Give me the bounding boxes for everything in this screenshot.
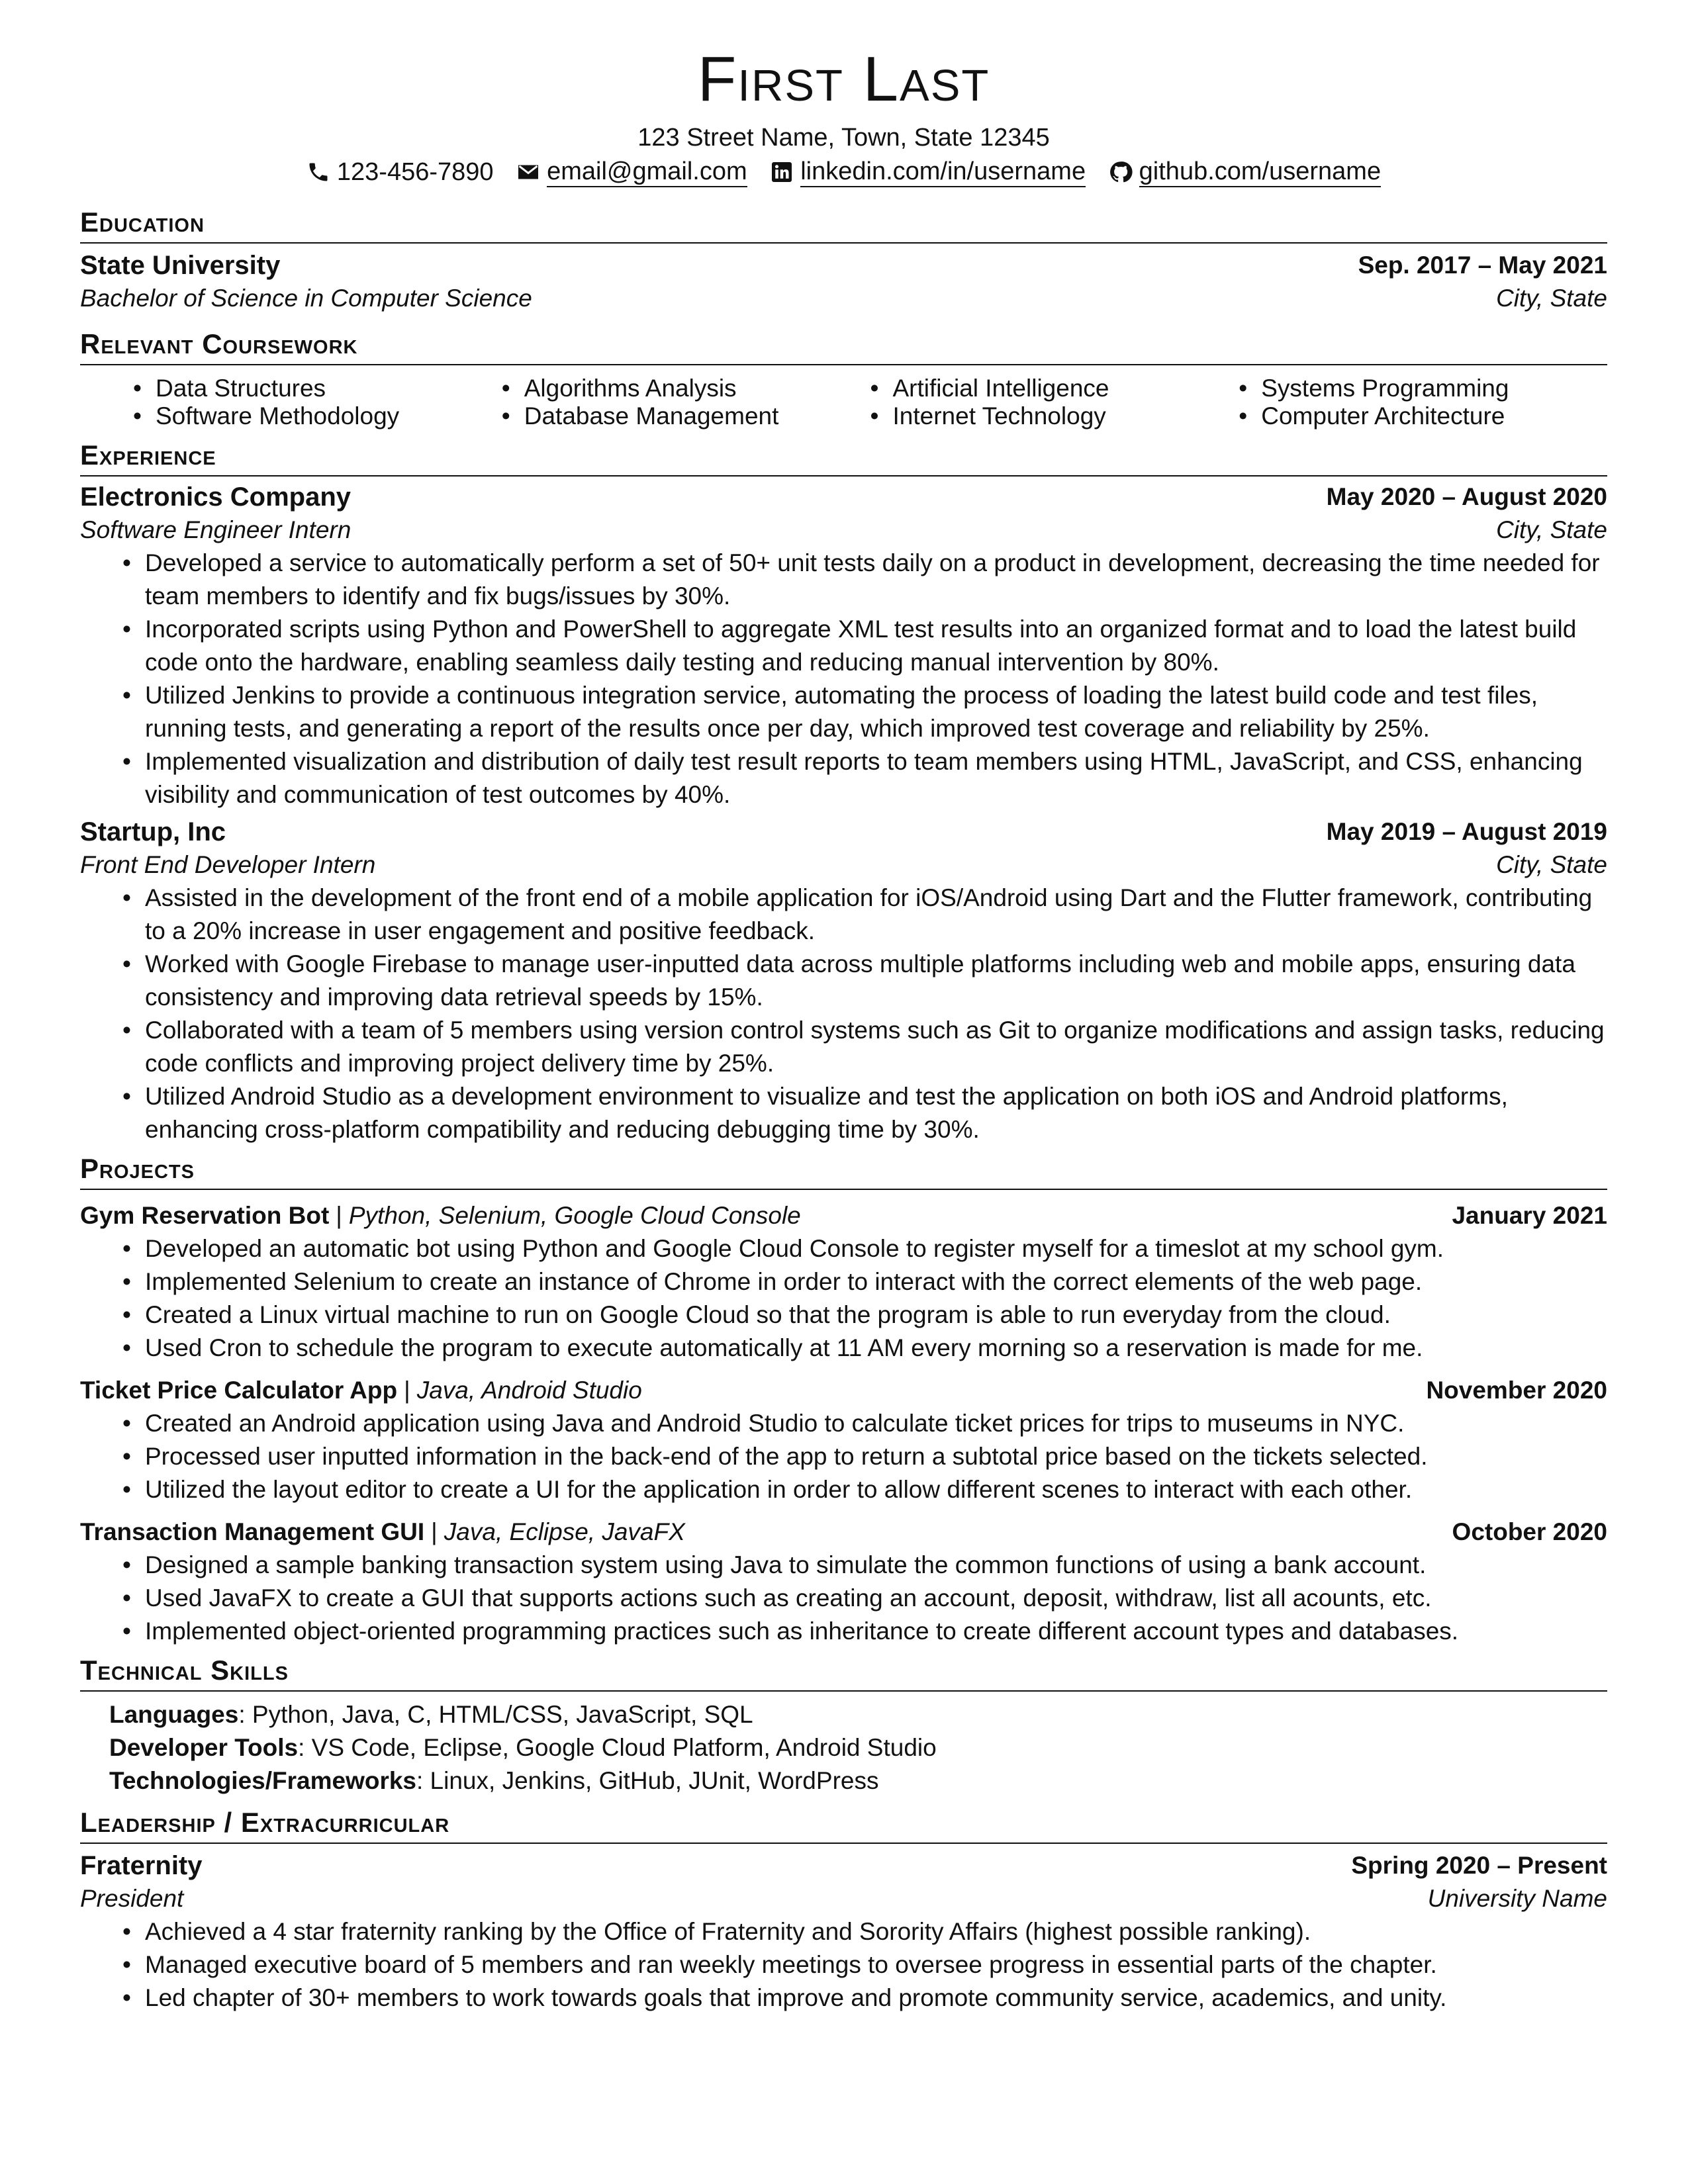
skill-value: : Linux, Jenkins, GitHub, JUnit, WordPress <box>416 1767 879 1794</box>
skill-label: Developer Tools <box>109 1734 299 1761</box>
job-bullet: • Utilized Android Studio as a development environment to visualize and test the application on both iOS and Android platforms, enhancing cross-platform compatibility and reducing debugging time by 30%. <box>145 1080 1607 1146</box>
linkedin-icon <box>770 160 794 184</box>
projects-heading: Projects <box>80 1153 1607 1190</box>
course-item: • Internet Technology <box>870 402 1239 430</box>
skills-section <box>80 1655 1607 1797</box>
degree: Bachelor of Science in Computer Science <box>80 285 532 312</box>
project-bullet: • Implemented Selenium to create an instance of Chrome in order to interact with the correct elements of the web page. <box>145 1265 1607 1298</box>
project-name: Transaction Management GUI <box>80 1518 425 1545</box>
github-link[interactable]: github.com/username <box>1139 157 1381 187</box>
coursework-heading: Relevant Coursework <box>80 328 1607 365</box>
job-role: Front End Developer Intern <box>80 851 376 878</box>
project-bullet: • Processed user inputted information in the back-end of the app to return a subtotal price based on the tickets selected. <box>145 1440 1607 1473</box>
project-tech: Java, Eclipse, JavaFX <box>444 1518 685 1545</box>
leadership-bullet: • Led chapter of 30+ members to work towards goals that improve and promote community service, academics, and unity. <box>145 1981 1607 2015</box>
project-date: October 2020 <box>1452 1518 1607 1545</box>
experience-section <box>80 439 1607 1146</box>
skill-value: : VS Code, Eclipse, Google Cloud Platform, Android Studio <box>298 1734 937 1761</box>
leadership-heading: Leadership / Extracurricular <box>80 1807 1607 1844</box>
project-tech: Python, Selenium, Google Cloud Console <box>348 1202 801 1229</box>
project-bullet: • Created an Android application using Java and Android Studio to calculate ticket prices for trips to museums in NYC. <box>145 1407 1607 1440</box>
course-item: • Algorithms Analysis <box>502 375 870 402</box>
project-name: Ticket Price Calculator App <box>80 1377 398 1404</box>
leadership-section <box>80 1807 1607 2015</box>
experience-heading: Experience <box>80 439 1607 477</box>
org-name: Fraternity <box>80 1851 203 1880</box>
company-name: Electronics Company <box>80 482 352 512</box>
email-link[interactable]: email@gmail.com <box>547 157 747 187</box>
course-item: • Artificial Intelligence <box>870 375 1239 402</box>
project-entry <box>80 1199 1607 1365</box>
project-name: Gym Reservation Bot <box>80 1202 330 1229</box>
education-heading: Education <box>80 206 1607 244</box>
project-entry <box>80 1516 1607 1648</box>
phone-contact[interactable] <box>306 155 494 189</box>
project-bullet: • Used JavaFX to create a GUI that supports actions such as creating an account, deposit, withdraw, list all acounts, etc. <box>145 1582 1607 1615</box>
project-entry <box>80 1374 1607 1506</box>
project-date: November 2020 <box>1426 1377 1607 1404</box>
job-bullet: • Assisted in the development of the front end of a mobile application for iOS/Android using Dart and the Flutter framework, contributing to a 20% increase in user engagement and positive feedback. <box>145 882 1607 948</box>
projects-section <box>80 1153 1607 1648</box>
email-contact[interactable] <box>516 157 747 187</box>
course-item: • Systems Programming <box>1239 375 1607 402</box>
envelope-icon <box>516 160 540 184</box>
education-dates: Sep. 2017 – May 2021 <box>1358 251 1607 279</box>
job-bullet: • Worked with Google Firebase to manage user-inputted data across multiple platforms including web and mobile apps, ensuring data consistency and improving data retrieval speeds by 15%. <box>145 948 1607 1014</box>
job-dates: May 2019 – August 2019 <box>1326 818 1607 845</box>
education-location: City, State <box>1496 285 1607 312</box>
project-bullet: • Developed an automatic bot using Python and Google Cloud Console to register myself for a timeslot at my school gym. <box>145 1232 1607 1265</box>
project-bullet: • Designed a sample banking transaction system using Java to simulate the common functions of using a bank account. <box>145 1549 1607 1582</box>
skills-heading: Technical Skills <box>80 1655 1607 1692</box>
leadership-bullet: • Achieved a 4 star fraternity ranking by the Office of Fraternity and Sorority Affairs (highest possible ranking). <box>145 1915 1607 1948</box>
project-bullet: • Implemented object-oriented programming practices such as inheritance to create different account types and databases. <box>145 1615 1607 1648</box>
leadership-dates: Spring 2020 – Present <box>1351 1852 1607 1879</box>
project-separator: | <box>336 1202 342 1229</box>
job-bullet: • Implemented visualization and distribution of daily test result reports to team members using HTML, JavaScript, and CSS, enhancing visibility and communication of test outcomes by 40%. <box>145 745 1607 811</box>
job-bullet: • Incorporated scripts using Python and PowerShell to aggregate XML test results into an organized format and to load the latest build code onto the hardware, enabling seamless daily testing and reducing manual intervention by 80%. <box>145 613 1607 679</box>
education-section <box>80 206 1607 315</box>
job-entry <box>80 480 1607 811</box>
school-name: State University <box>80 251 281 280</box>
job-bullet: • Developed a service to automatically perform a set of 50+ unit tests daily on a product in development, decreasing the time needed for team members to identify and fix bugs/issues by 30%. <box>145 547 1607 613</box>
project-date: January 2021 <box>1452 1202 1607 1229</box>
job-dates: May 2020 – August 2020 <box>1326 483 1607 510</box>
skill-row <box>109 1731 1607 1764</box>
job-role: Software Engineer Intern <box>80 516 352 543</box>
github-icon <box>1109 160 1133 184</box>
address: 123 Street Name, Town, State 12345 <box>637 124 1050 152</box>
github-contact[interactable] <box>1109 157 1381 187</box>
leadership-role: President <box>80 1885 184 1912</box>
project-bullet: • Used Cron to schedule the program to execute automatically at 11 AM every morning so a reservation is made for me. <box>145 1332 1607 1365</box>
job-location: City, State <box>1496 516 1607 543</box>
project-tech: Java, Android Studio <box>416 1377 642 1404</box>
project-bullet: • Utilized the layout editor to create a UI for the application in order to allow different scenes to interact with each other. <box>145 1473 1607 1506</box>
job-location: City, State <box>1496 851 1607 878</box>
coursework-section <box>80 328 1607 430</box>
course-item: • Software Methodology <box>133 402 502 430</box>
company-name: Startup, Inc <box>80 817 226 846</box>
skill-label: Languages <box>109 1701 239 1728</box>
project-separator: | <box>431 1518 438 1545</box>
course-item: • Database Management <box>502 402 870 430</box>
linkedin-contact[interactable] <box>770 157 1086 187</box>
job-bullet: • Utilized Jenkins to provide a continuous integration service, automating the process of loading the latest build code and test files, running tests, and generating a report of the results once per day, which improved test coverage and reliability by 25%. <box>145 679 1607 745</box>
contact-line <box>80 155 1607 193</box>
linkedin-link[interactable]: linkedin.com/in/username <box>800 157 1086 187</box>
phone-text: 123-456-7890 <box>336 158 494 186</box>
leadership-bullet: • Managed executive board of 5 members and ran weekly meetings to oversee progress in essential parts of the chapter. <box>145 1948 1607 1981</box>
skill-label: Technologies/Frameworks <box>109 1767 416 1794</box>
skill-row <box>109 1764 1607 1797</box>
job-bullet: • Collaborated with a team of 5 members using version control systems such as Git to organize modifications and assign tasks, reducing code conflicts and improving project delivery time by 25%. <box>145 1014 1607 1080</box>
candidate-name: First Last <box>697 44 990 114</box>
project-bullet: • Created a Linux virtual machine to run on Google Cloud so that the program is able to run everyday from the cloud. <box>145 1298 1607 1332</box>
course-item: • Computer Architecture <box>1239 402 1607 430</box>
project-separator: | <box>404 1377 410 1404</box>
course-item: • Data Structures <box>133 375 502 402</box>
job-entry <box>80 815 1607 1146</box>
skill-value: : Python, Java, C, HTML/CSS, JavaScript, SQL <box>238 1701 753 1728</box>
skill-row <box>109 1698 1607 1731</box>
leadership-location: University Name <box>1427 1885 1607 1912</box>
phone-icon <box>306 160 330 184</box>
